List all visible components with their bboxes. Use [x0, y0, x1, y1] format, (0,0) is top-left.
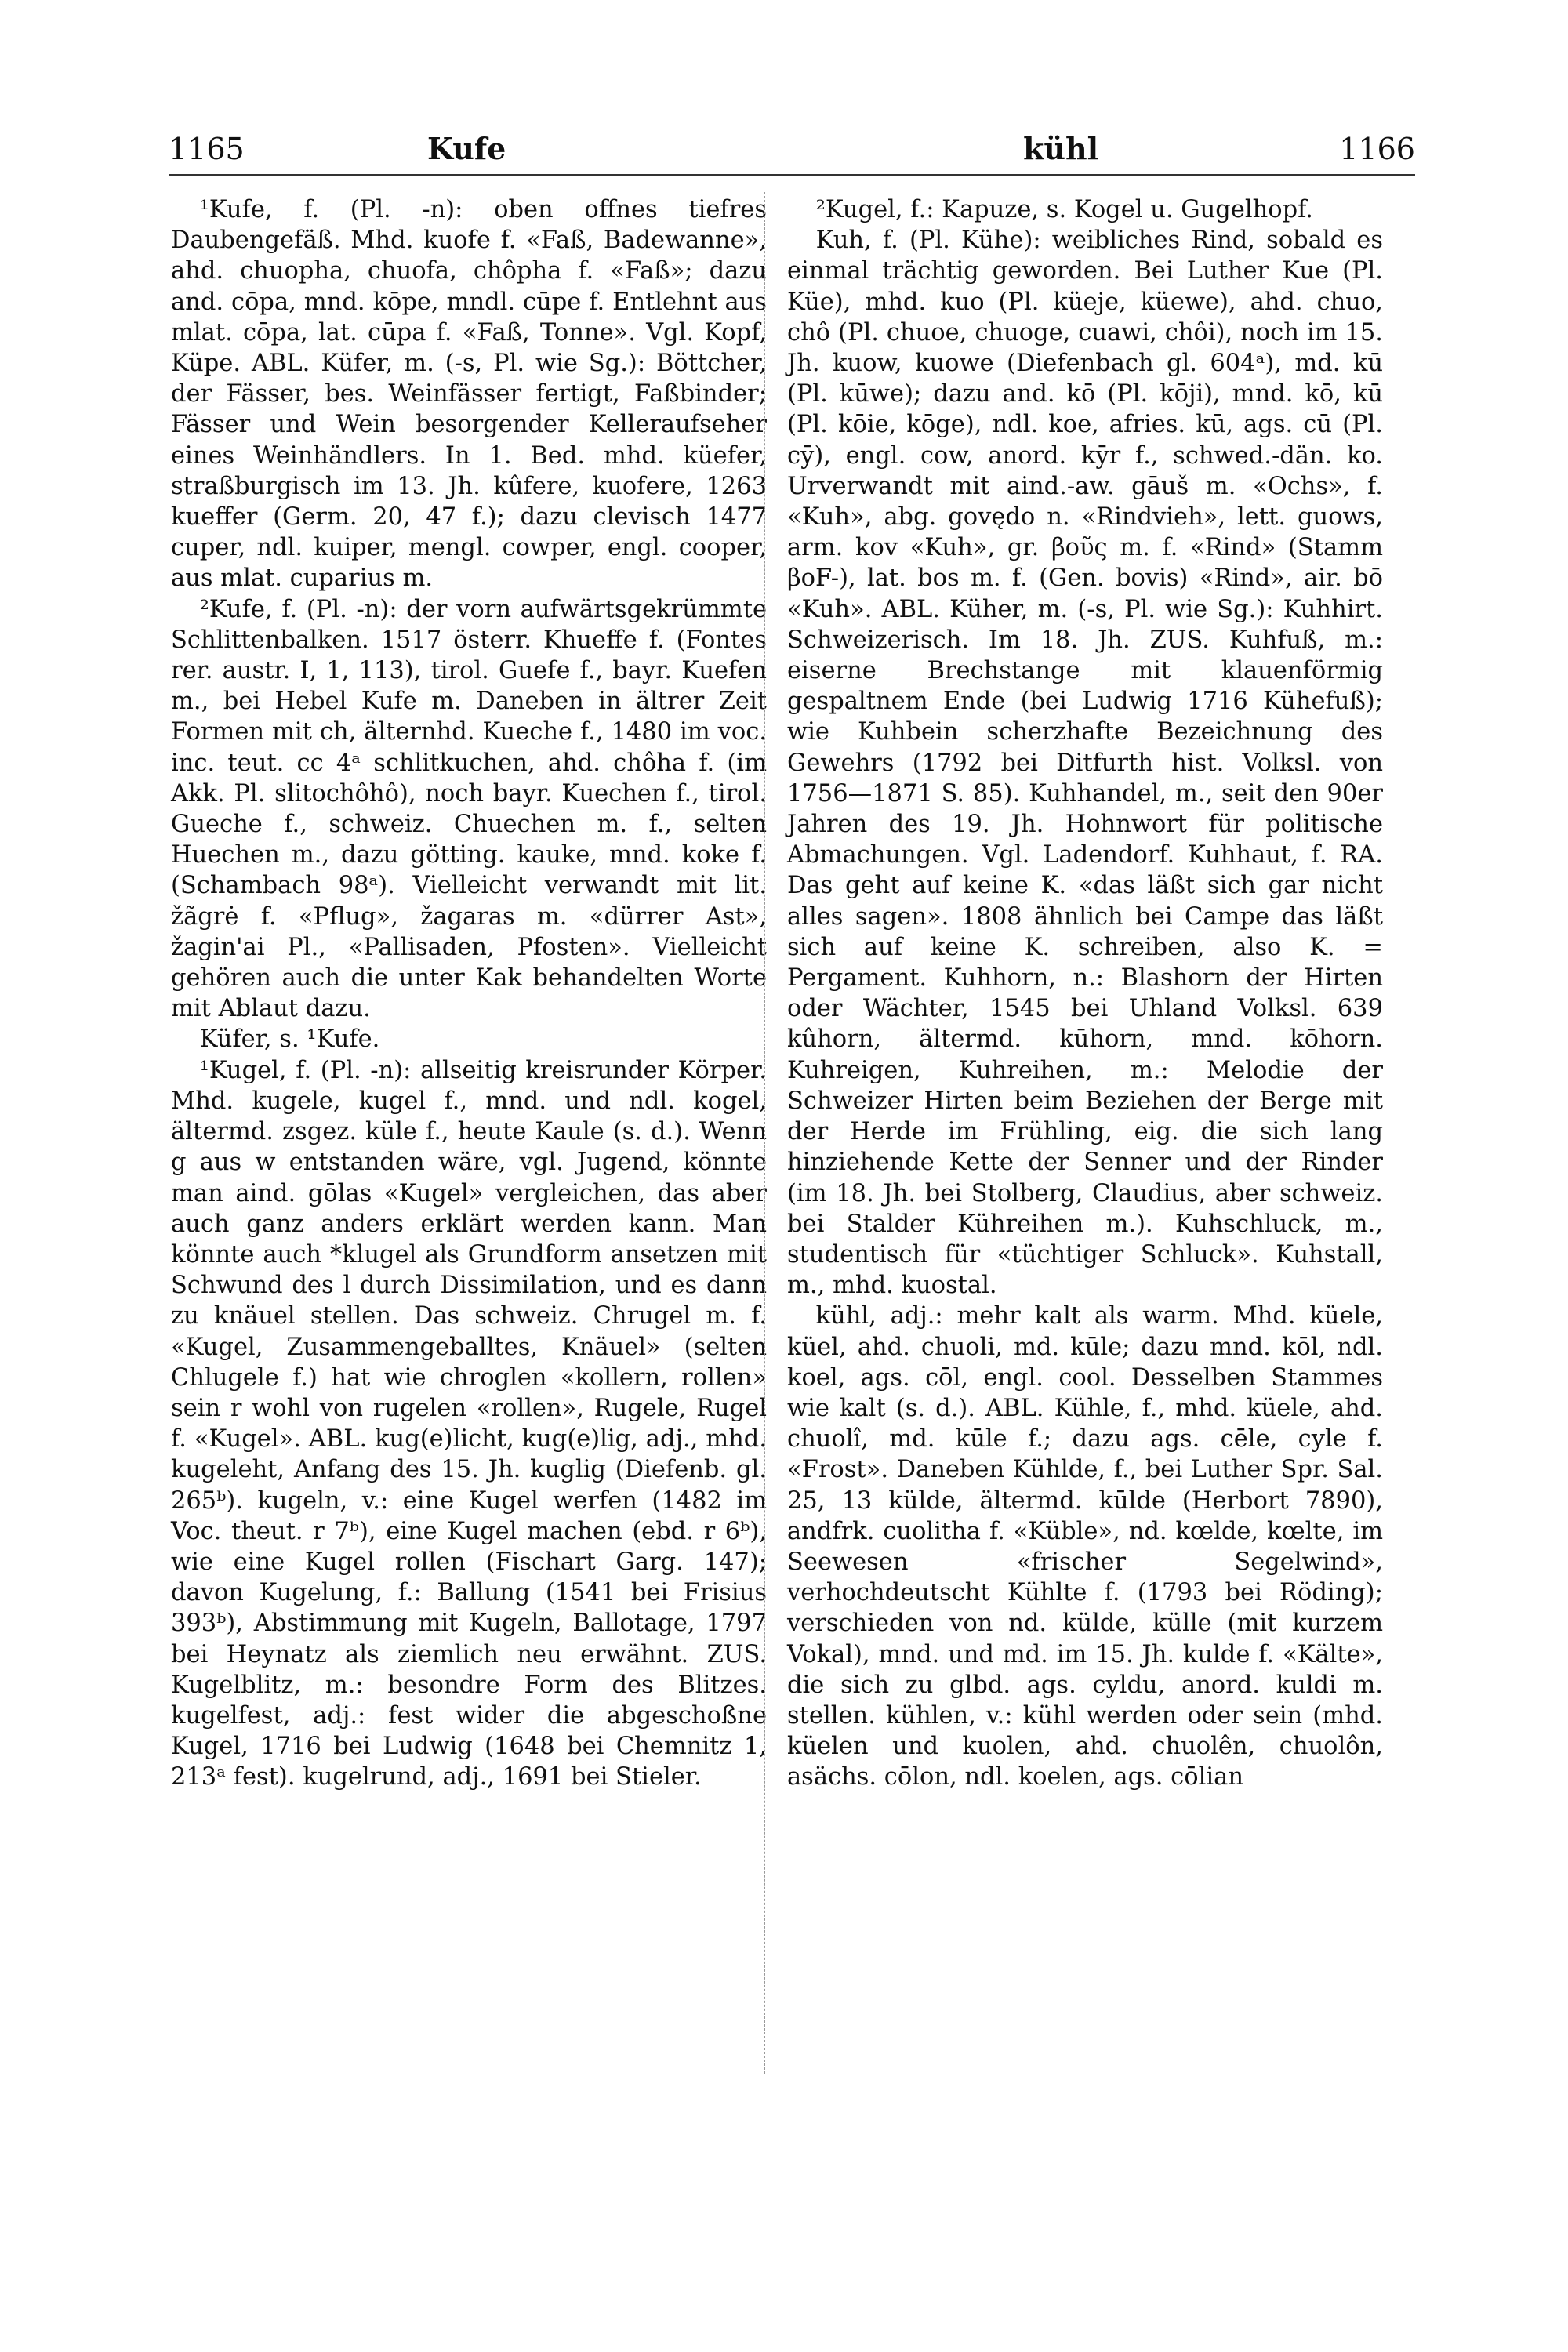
- entry-kuh: Kuh, f. (Pl. Kühe): weibliches Rind, sobald es einmal trächtig geworden. Bei Luther Kue (Pl. Küe), mhd. kuo (Pl. küeje, küewe), ahd. chuo, chô (Pl. chuoe, chuoge, cuawi, chôi), noch im 15. Jh. kuow, kuowe (Diefenbach gl. 604ᵃ), md. kū (Pl. kūwe); dazu and. kō (Pl. kōji), mnd. kō, kū (Pl. kōie, kōge), ndl. koe, afries. kū, ags. cū (Pl. cȳ), engl. cow, anord. kȳr f., schwed.-dän. ko. Urverwandt mit aind.-aw. gāuš m. «Ochs», f. «Kuh», abg. govędo n. «Rindvieh», lett. guows, arm. kov «Kuh», gr. βοῦς m. f. «Rind» (Stamm βoF-), lat. bos m. f. (Gen. bovis) «Rind», air. bō «Kuh». ABL. Küher, m. (-s, Pl. wie Sg.): Kuhhirt. Schweizerisch. Im 18. Jh. ZUS. Kuhfuß, m.: eiserne Brechstange mit klauenförmig gespaltnem Ende (bei Ludwig 1716 Kühefuß); wie Kuhbein scherzhafte Bezeichnung des Gewehrs (1792 bei Ditfurth hist. Volksl. von 1756—1871 S. 85). Kuhhandel, m., seit den 90er Jahren des 19. Jh. Hohnwort für politische Abmachungen. Vgl. Ladendorf. Kuhhaut, f. RA. Das geht auf keine K. «das läßt sich gar nicht alles sagen». 1808 ähnlich bei Campe das läßt sich auf keine K. schreiben, also K. = Pergament. Kuhhorn, n.: Blashorn der Hirten oder Wächter, 1545 bei Uhland Volksl. 639 kûhorn, ältermd. kūhorn, mnd. kōhorn. Kuhreigen, Kuhreihen, m.: Melodie der Schweizer Hirten beim Beziehen der Berge mit der Herde im Frühling, eig. die sich lang hinziehende Kette der Senner und der Rinder (im 18. Jh. bei Stolberg, Claudius, aber schweiz. bei Stalder Kühreihen m.). Kuhschluck, m., studentisch für «tüchtiger Schluck». Kuhstall, m., mhd. kuostal.: [787, 227, 1383, 1300]
- entry-kugel-2: ²Kugel, f.: Kapuze, s. Kogel u. Gugelhopf.: [815, 196, 1314, 223]
- left-column: [171, 194, 767, 1793]
- column-divider: [764, 192, 765, 2074]
- entry-kufe-1: ¹Kufe, f. (Pl. -n): oben offnes tiefres Daubengefäß. Mhd. kuofe f. «Faß, Badewanne», ahd. chuopha, chuofa, chôpha f. «Faß»; dazu and. cōpa, mnd. kōpe, mndl. cūpe f. Entlehnt aus mlat. cōpa, lat. cūpa f. «Faß, Tonne». Vgl. Kopf, Küpe. ABL. Küfer, m. (-s, Pl. wie Sg.): Böttcher, der Fässer, bes. Weinfässer fertigt, Faßbinder; Fässer und Wein besorgender Kelleraufseher eines Weinhändlers. In 1. Bed. mhd. küefer, straßburgisch im 13. Jh. kûfere, kuofere, 1263 kueffer (Germ. 20, 47 f.); dazu clevisch 1477 cuper, ndl. kuiper, mengl. cowper, engl. cooper, aus mlat. cuparius m.: [171, 196, 767, 593]
- header-rule: [169, 174, 1415, 176]
- page-header: [169, 132, 1415, 176]
- right-column: [787, 194, 1383, 1793]
- entry-kufe-2: ²Kufe, f. (Pl. -n): der vorn aufwärtsgekrümmte Schlittenbalken. 1517 österr. Khueffe f. (Fontes rer. austr. I, 1, 113), tirol. Guefe f., bayr. Kuefen m., bei Hebel Kufe m. Daneben in ältrer Zeit Formen mit ch, älternhd. Kueche f., 1480 im voc. inc. teut. cc 4ᵃ schlitkuchen, ahd. chôha f. (im Akk. Pl. slitochôhô), noch bayr. Kuechen f., tirol. Gueche f., schweiz. Chuechen m. f., selten Huechen m., dazu götting. kauke, mnd. koke f. (Schambach 98ᵃ). Vielleicht verwandt mit lit. žãgrė f. «Pflug», žagaras m. «dürrer Ast», žagin'ai Pl., «Pallisaden, Pfosten». Vielleicht gehören auch die unter Kak behandelten Worte mit Ablaut dazu.: [171, 595, 767, 1023]
- left-page-number: 1165: [169, 132, 245, 166]
- left-running-headword: Kufe: [427, 131, 506, 166]
- entry-kugel-1: ¹Kugel, f. (Pl. -n): allseitig kreisrunder Körper. Mhd. kugele, kugel f., mnd. und ndl. kogel, ältermd. zsgez. küle f., heute Kaule (s. d.). Wenn g aus w entstanden wäre, vgl. Jugend, könnte man aind. gōlas «Kugel» vergleichen, das aber auch ganz anders erklärt werden kann. Man könnte auch *klugel als Grundform ansetzen mit Schwund des l durch Dissimilation, und es dann zu knäuel stellen. Das schweiz. Chrugel m. f. «Kugel, Zusammengeballtes, Knäuel» (selten Chlugele f.) hat wie chroglen «kollern, rollen» sein r wohl von rugelen «rollen», Rugele, Rugel f. «Kugel». ABL. kug(e)licht, kug(e)lig, adj., mhd. kugeleht, Anfang des 15. Jh. kuglig (Diefenb. gl. 265ᵇ). kugeln, v.: eine Kugel werfen (1482 im Voc. theut. r 7ᵇ), eine Kugel machen (ebd. r 6ᵇ), wie eine Kugel rollen (Fischart Garg. 147); davon Kugelung, f.: Ballung (1541 bei Frisius 393ᵇ), Abstimmung mit Kugeln, Ballotage, 1797 bei Heynatz als ziemlich neu erwähnt. ZUS. Kugelblitz, m.: besondre Form des Blitzes. kugelfest, adj.: fest wider die abgeschoßne Kugel, 1716 bei Ludwig (1648 bei Chemnitz 1, 213ᵃ fest). kugelrund, adj., 1691 bei Stieler.: [171, 1056, 767, 1791]
- entry-kuefer: Küfer, s. ¹Kufe.: [199, 1025, 380, 1054]
- entry-kuehl: kühl, adj.: mehr kalt als warm. Mhd. küele, küel, ahd. chuoli, md. kūle; dazu mnd. kōl, ndl. koel, ags. cōl, engl. cool. Desselben Stammes wie kalt (s. d.). ABL. Kühle, f., mhd. küele, ahd. chuolî, md. kūle f.; dazu ags. cēle, cyle f. «Frost». Daneben Kühlde, f., bei Luther Spr. Sal. 25, 13 külde, ältermd. kūlde (Herbort 7890), andfrk. cuolitha f. «Küble», nd. kœlde, kœlte, im Seewesen «frischer Segelwind», verhochdeutscht Kühlte f. (1793 bei Röding); verschieden von nd. külde, külle (mit kurzem Vokal), mnd. und md. im 15. Jh. kulde f. «Kälte», die sich zu glbd. ags. cyldu, anord. kuldi m. stellen. kühlen, v.: kühl werden oder sein (mhd. küelen und kuolen, ahd. chuolên, chuolôn, asächs. cōlon, ndl. koelen, ags. cōlian: [787, 1302, 1383, 1791]
- right-running-headword: kühl: [1023, 131, 1099, 166]
- right-page-number: 1166: [1339, 132, 1415, 166]
